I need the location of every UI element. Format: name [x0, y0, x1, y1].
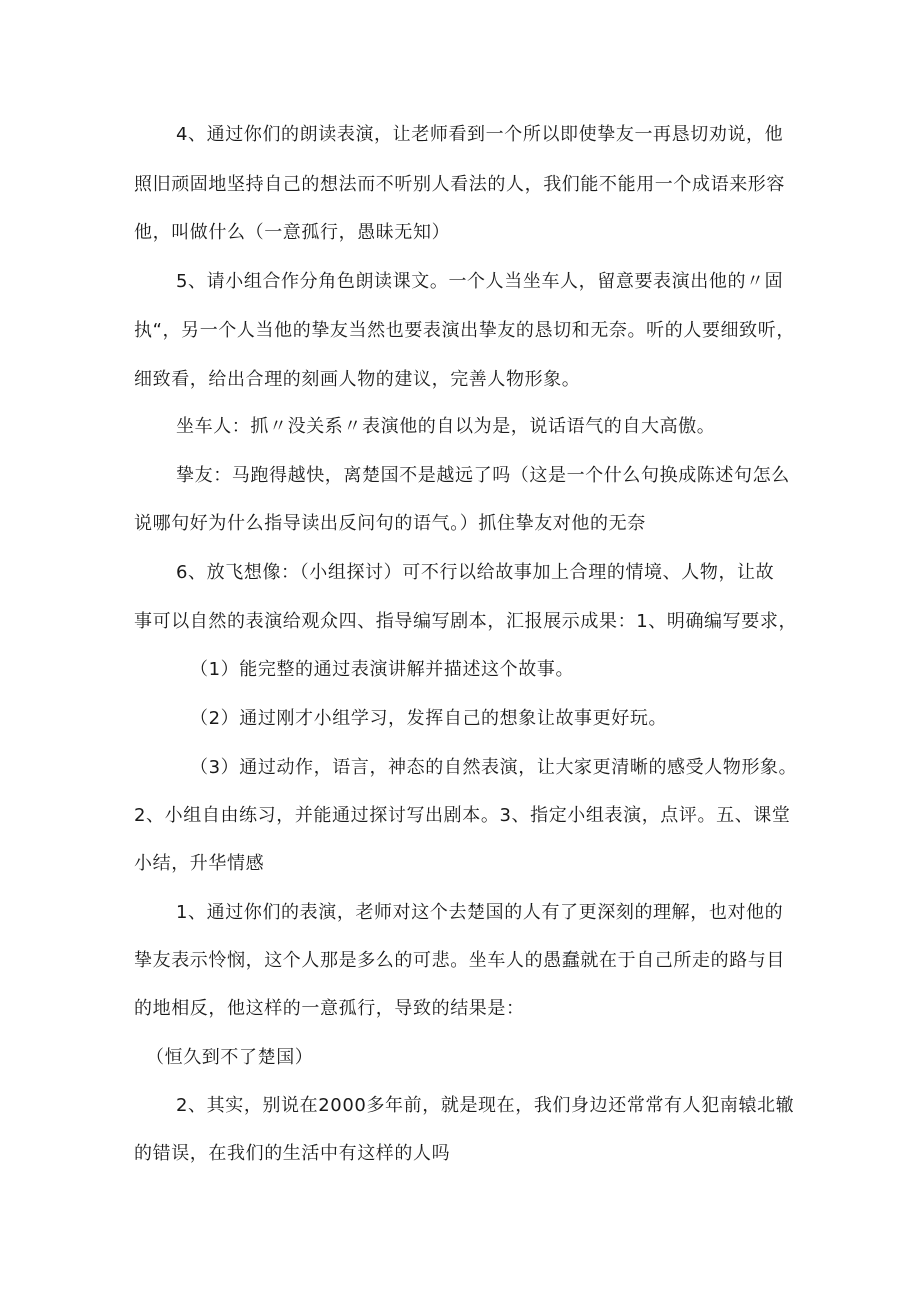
text-line: （恒久到不了楚国） — [146, 1047, 314, 1068]
text-line: 1、通过你们的表演，老师对这个去楚国的人有了更深刻的理解，也对他的 — [176, 902, 784, 923]
text-line: （1）能完整的通过表演讲解并描述这个故事。 — [190, 659, 575, 680]
text-line: 4、通过你们的朗读表演，让老师看到一个所以即使挚友一再恳切劝说，他 — [176, 124, 784, 145]
text-line: 他，叫做什么（一意孤行，愚昧无知） — [134, 222, 451, 243]
text-line: 说哪句好为什么指导读出反问句的语气。）抓住挚友对他的无奈 — [134, 513, 646, 534]
text-line: 6、放飞想像：（小组探讨）可不行以给故事加上合理的情境、人物，让故 — [176, 562, 775, 583]
text-line: 挚友：马跑得越快，离楚国不是越远了吗（这是一个什么句换成陈述句怎么 — [176, 465, 790, 486]
text-line: 事可以自然的表演给观众四、指导编写剧本，汇报展示成果：1、明确编写要求， — [134, 611, 798, 632]
text-line: 细致看，给出合理的刻画人物的建议，完善人物形象。 — [134, 369, 581, 390]
text-line: 照旧顽固地坚持自己的想法而不听别人看法的人，我们能不能用一个成语来形容 — [134, 174, 785, 195]
text-line: 坐车人：抓〃没关系〃表演他的自以为是，说话语气的自大高傲。 — [176, 416, 716, 437]
text-line: 执“，另一个人当他的挚友当然也要表演出挚友的恳切和无奈。听的人要细致听， — [134, 320, 795, 341]
text-line: （3）通过动作，语言，神态的自然表演，让大家更清晰的感受人物形象。 — [190, 757, 798, 778]
text-line: 的错误，在我们的生活中有这样的人吗 — [134, 1143, 451, 1164]
text-line: 小结，升华情感 — [134, 853, 265, 874]
text-line: 挚友表示怜悯，这个人那是多么的可悲。坐车人的愚蠢就在于自己所走的路与目 — [134, 950, 785, 971]
text-line: 2、小组自由练习，并能通过探讨写出剧本。3、指定小组表演，点评。五、课堂 — [134, 805, 791, 826]
text-line: 2、其实，别说在2000多年前，就是现在，我们身边还常常有人犯南辕北辙 — [176, 1095, 795, 1116]
text-line: （2）通过刚才小组学习，发挥自己的想象让故事更好玩。 — [190, 708, 668, 729]
text-line: 的地相反，他这样的一意孤行，导致的结果是： — [134, 998, 525, 1019]
text-line: 5、请小组合作分角色朗读课文。一个人当坐车人，留意要表演出他的〃固 — [176, 271, 784, 292]
